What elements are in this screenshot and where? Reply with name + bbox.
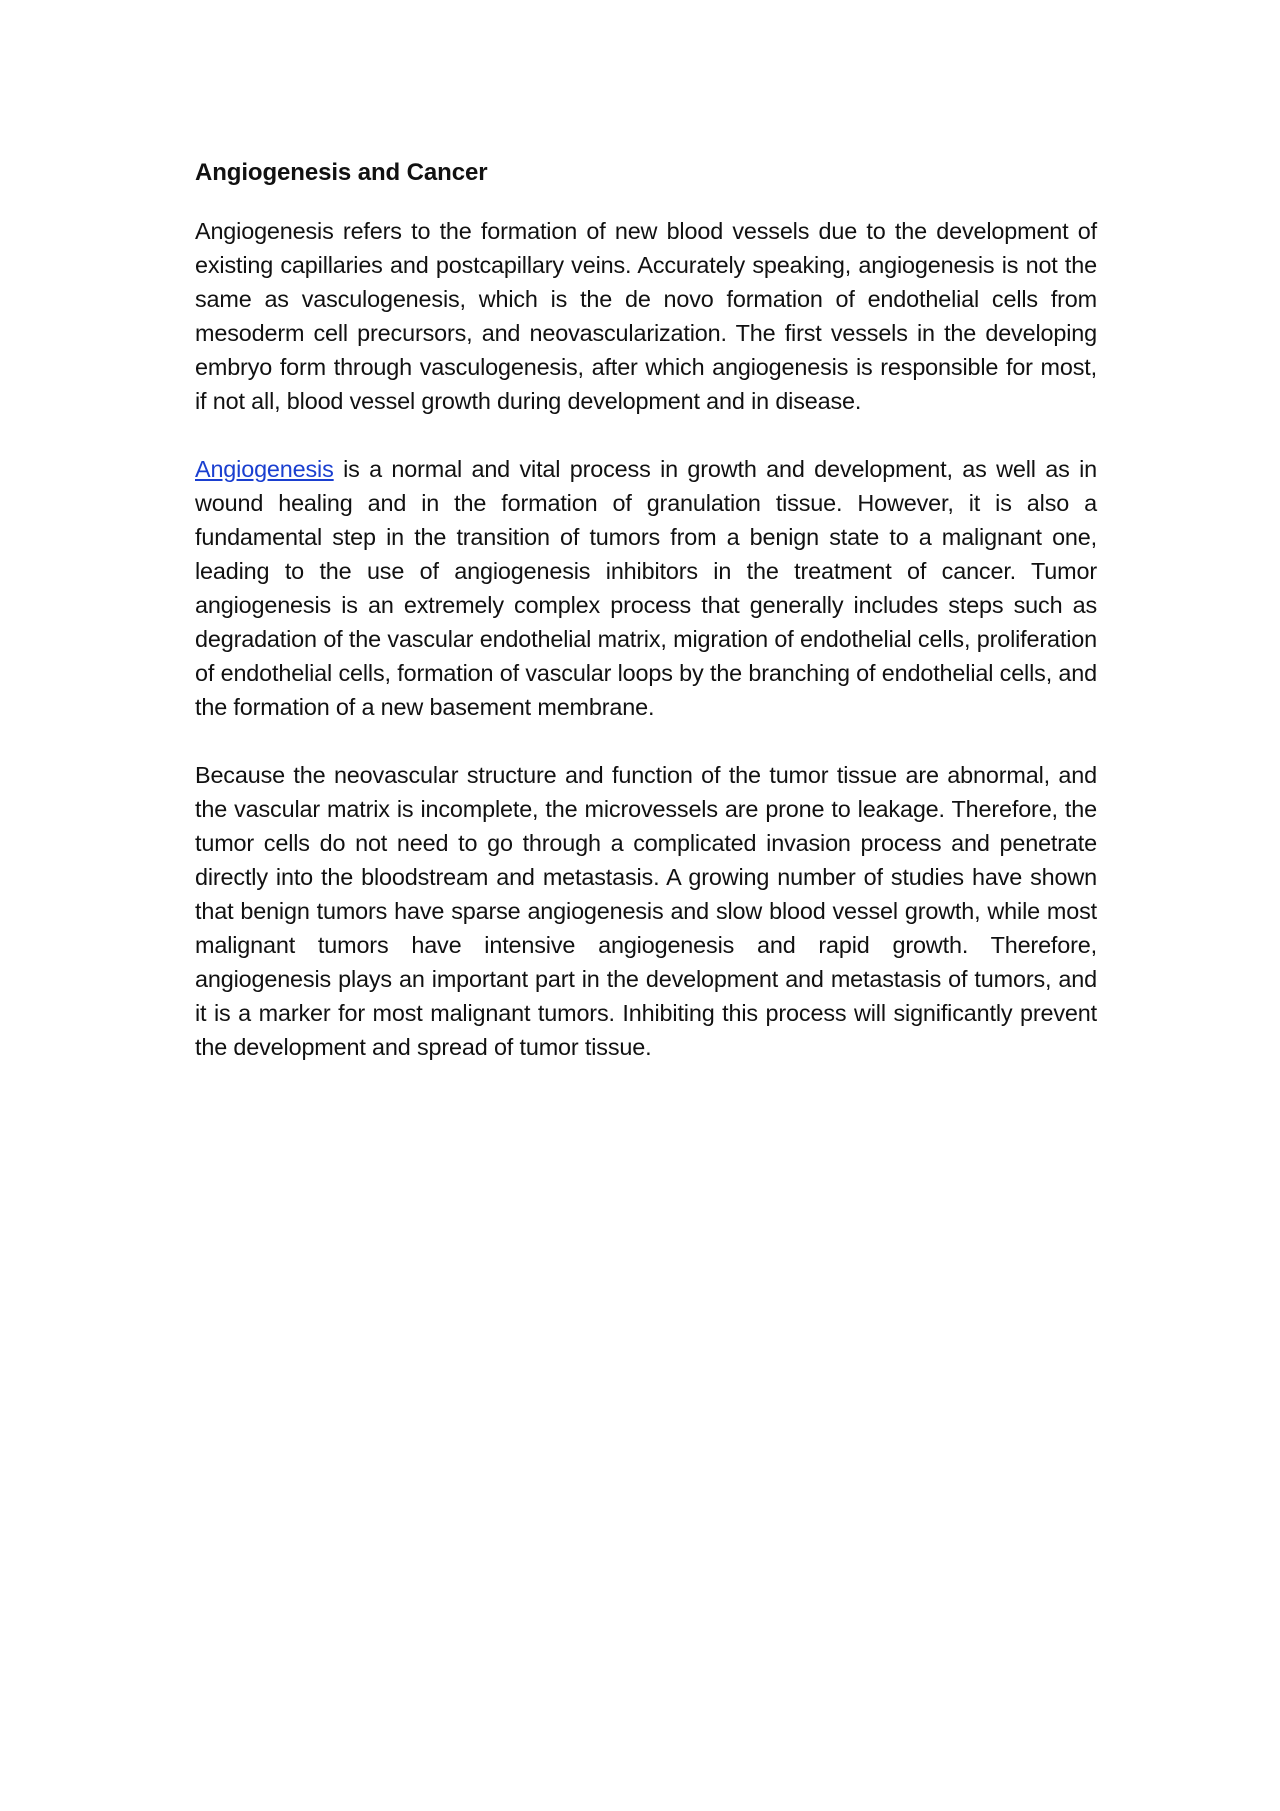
paragraph-1-text: Angiogenesis refers to the formation of new blood vessels due to the development of existing capillaries and postcapillary veins. Accurately speaking, angiogenesis is not the same as vasculogenesis, which is the de novo formation of endothelial cells from mesoderm cell precursors, and neovascularization. The first vessels in the developing embryo form through vasculogenesis, after which angiogenesis is responsible for most, if not all, blood vessel growth during development and in disease. xyxy=(195,218,1097,414)
angiogenesis-link[interactable]: Angiogenesis xyxy=(195,456,334,482)
document-title: Angiogenesis and Cancer xyxy=(195,159,488,186)
paragraph-1 xyxy=(195,214,1097,418)
paragraph-3-text: Because the neovascular structure and function of the tumor tissue are abnormal, and the vascular matrix is incomplete, the microvessels are prone to leakage. Therefore, the tumor cells do not need to go through a complicated invasion process and penetrate directly into the bloodstream and metastasis. A growing number of studies have shown that benign tumors have sparse angiogenesis and slow blood vessel growth, while most malignant tumors have intensive angiogenesis and rapid growth. Therefore, angiogenesis plays an important part in the development and metastasis of tumors, and it is a marker for most malignant tumors. Inhibiting this process will significantly prevent the development and spread of tumor tissue. xyxy=(195,762,1097,1060)
paragraph-2-text: is a normal and vital process in growth and development, as well as in wound healing and in the formation of granulation tissue. However, it is also a fundamental step in the transition of tumors from a benign state to a malignant one, leading to the use of angiogenesis inhibitors in the treatment of cancer. Tumor angiogenesis is an extremely complex process that generally includes steps such as degradation of the vascular endothelial matrix, migration of endothelial cells, proliferation of endothelial cells, formation of vascular loops by the branching of endothelial cells, and the formation of a new basement membrane. xyxy=(195,456,1097,720)
document-content xyxy=(195,156,1097,1098)
paragraph-3 xyxy=(195,758,1097,1064)
paragraph-2 xyxy=(195,452,1097,724)
